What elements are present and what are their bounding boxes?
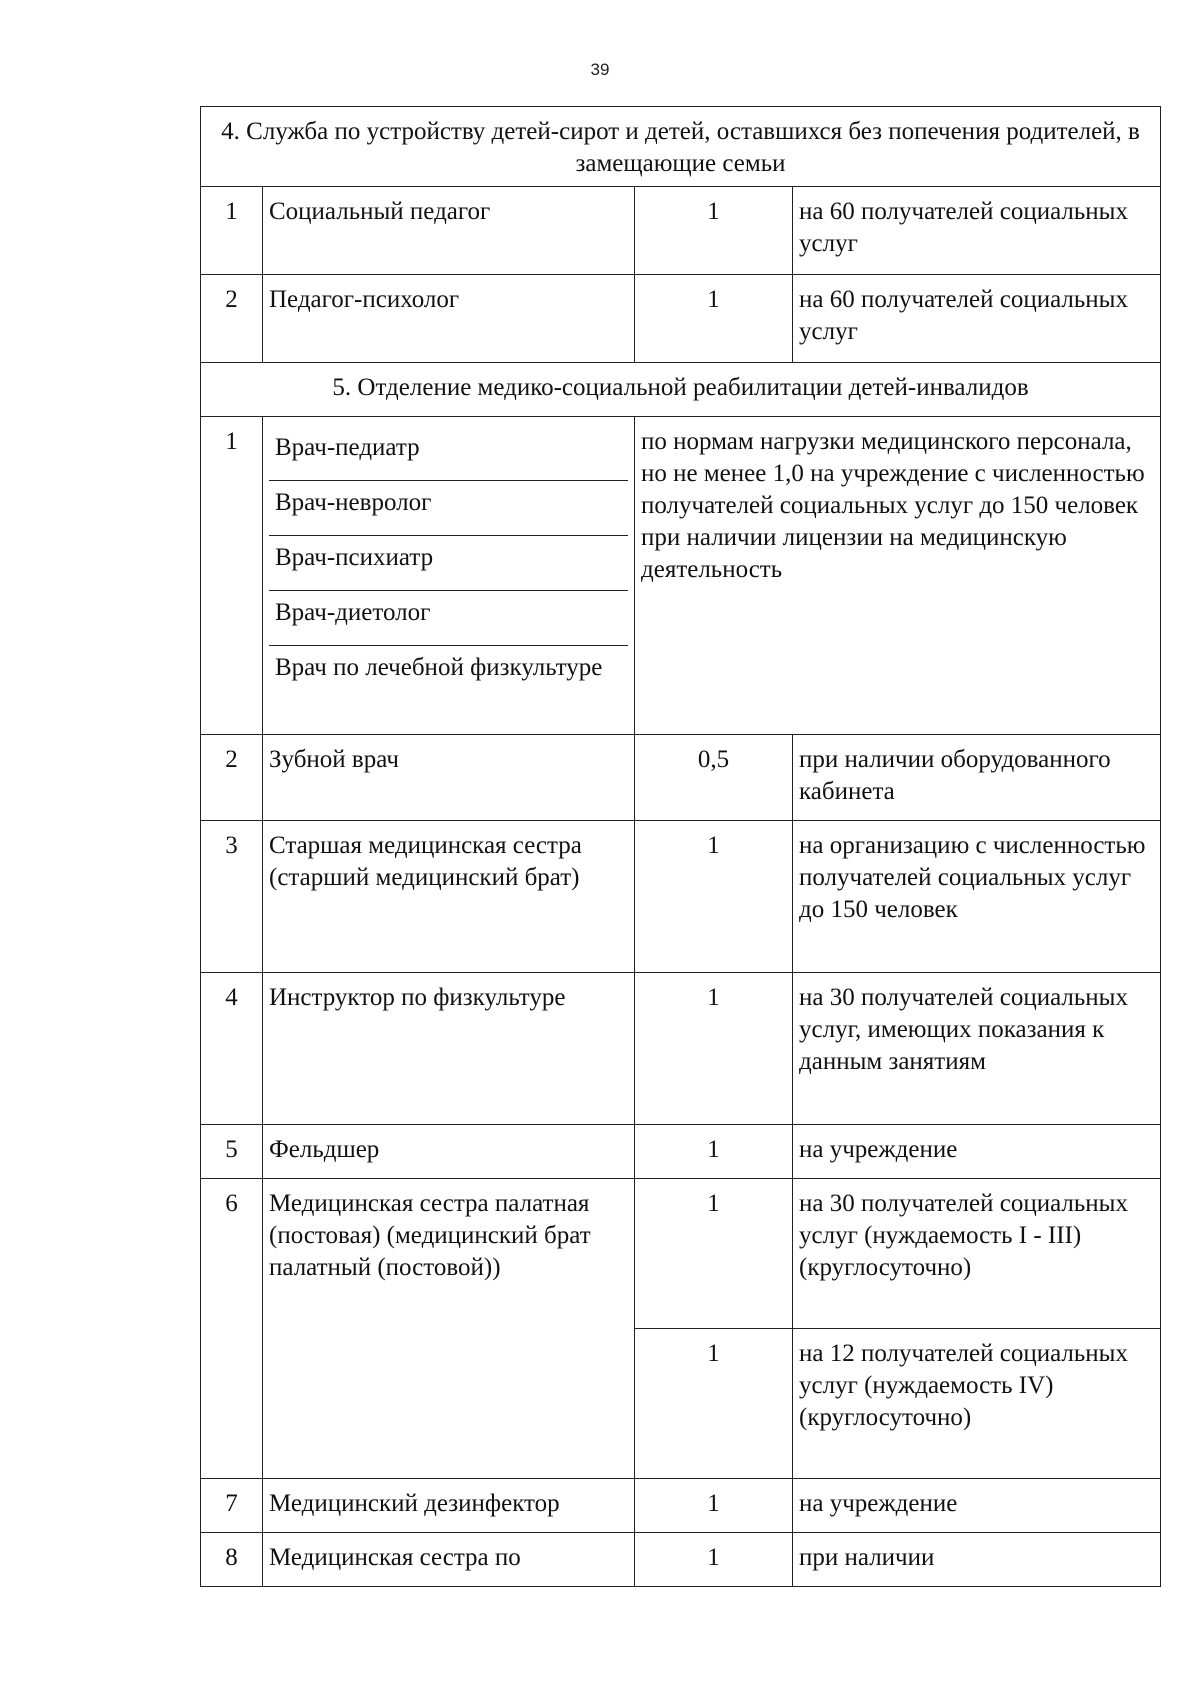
section-header-row	[201, 363, 1161, 417]
list-item: Врач-психиатр	[269, 536, 628, 591]
position-name: Инструктор по физкультуре	[263, 973, 635, 1125]
table-row	[201, 1479, 1161, 1533]
staffing-norm: на 12 получателей социальных услуг (нуждаемость IV) (круглосуточно)	[793, 1329, 1161, 1479]
staffing-norm: по нормам нагрузки медицинского персонала, но не менее 1,0 на учреждение с численностью получателей социальных услуг до 150 человек при наличии лицензии на медицинскую деятельность	[635, 417, 1161, 735]
table-row	[201, 1179, 1161, 1329]
staffing-norm: на организацию с численностью получателей социальных услуг до 150 человек	[793, 821, 1161, 973]
staffing-table	[200, 106, 1161, 1587]
row-number: 2	[201, 735, 263, 821]
row-number: 6	[201, 1179, 263, 1479]
row-number: 5	[201, 1125, 263, 1179]
table-row	[201, 1533, 1161, 1587]
section-4-title: 4. Служба по устройству детей-сирот и детей, оставшихся без попечения родителей, в замещающие семьи	[201, 107, 1161, 187]
staff-quantity: 1	[635, 1125, 793, 1179]
staff-quantity: 0,5	[635, 735, 793, 821]
table-row	[201, 735, 1161, 821]
row-number: 4	[201, 973, 263, 1125]
position-name: Медицинская сестра по	[263, 1533, 635, 1587]
position-name: Старшая медицинская сестра (старший медицинский брат)	[263, 821, 635, 973]
row-number: 8	[201, 1533, 263, 1587]
staffing-norm: на учреждение	[793, 1479, 1161, 1533]
staff-quantity: 1	[635, 1479, 793, 1533]
table-row	[201, 821, 1161, 973]
staff-quantity: 1	[635, 821, 793, 973]
section-header-row	[201, 107, 1161, 187]
row-number: 7	[201, 1479, 263, 1533]
row-number: 3	[201, 821, 263, 973]
list-item: Врач по лечебной физкультуре	[275, 654, 603, 681]
staffing-norm: на 60 получателей социальных услуг	[793, 275, 1161, 363]
position-name: Медицинский дезинфектор	[263, 1479, 635, 1533]
staffing-norm: при наличии	[793, 1533, 1161, 1587]
staffing-norm: при наличии оборудованного кабинета	[793, 735, 1161, 821]
staffing-norm: на 60 получателей социальных услуг	[793, 187, 1161, 275]
staffing-norm: на 30 получателей социальных услуг (нуждаемость I - III) (круглосуточно)	[793, 1179, 1161, 1329]
page-number: 39	[590, 60, 610, 79]
position-name: Социальный педагог	[263, 187, 635, 275]
doctor-positions-cell	[263, 417, 635, 735]
staff-quantity: 1	[635, 275, 793, 363]
position-name: Фельдшер	[263, 1125, 635, 1179]
table-row	[201, 1125, 1161, 1179]
row-number: 1	[201, 417, 263, 735]
staff-quantity: 1	[635, 1329, 793, 1479]
list-item: Врач-диетолог	[269, 591, 628, 646]
staffing-norm: на 30 получателей социальных услуг, имеющих показания к данным занятиям	[793, 973, 1161, 1125]
row-number: 1	[201, 187, 263, 275]
staff-quantity: 1	[635, 1533, 793, 1587]
staffing-norm: на учреждение	[793, 1125, 1161, 1179]
position-name: Педагог-психолог	[263, 275, 635, 363]
staff-quantity: 1	[635, 973, 793, 1125]
section-5-title: 5. Отделение медико-социальной реабилитации детей-инвалидов	[201, 363, 1161, 417]
staff-quantity: 1	[635, 187, 793, 275]
table-row	[201, 187, 1161, 275]
list-item: Врач-педиатр	[269, 426, 628, 481]
table-row	[201, 417, 1161, 735]
staff-quantity: 1	[635, 1179, 793, 1329]
position-name: Медицинская сестра палатная (постовая) (медицинский брат палатный (постовой))	[263, 1179, 635, 1479]
table-row	[201, 275, 1161, 363]
position-name: Зубной врач	[263, 735, 635, 821]
list-item: Врач-невролог	[269, 481, 628, 536]
row-number: 2	[201, 275, 263, 363]
table-row	[201, 973, 1161, 1125]
doctor-positions-list	[269, 426, 628, 729]
